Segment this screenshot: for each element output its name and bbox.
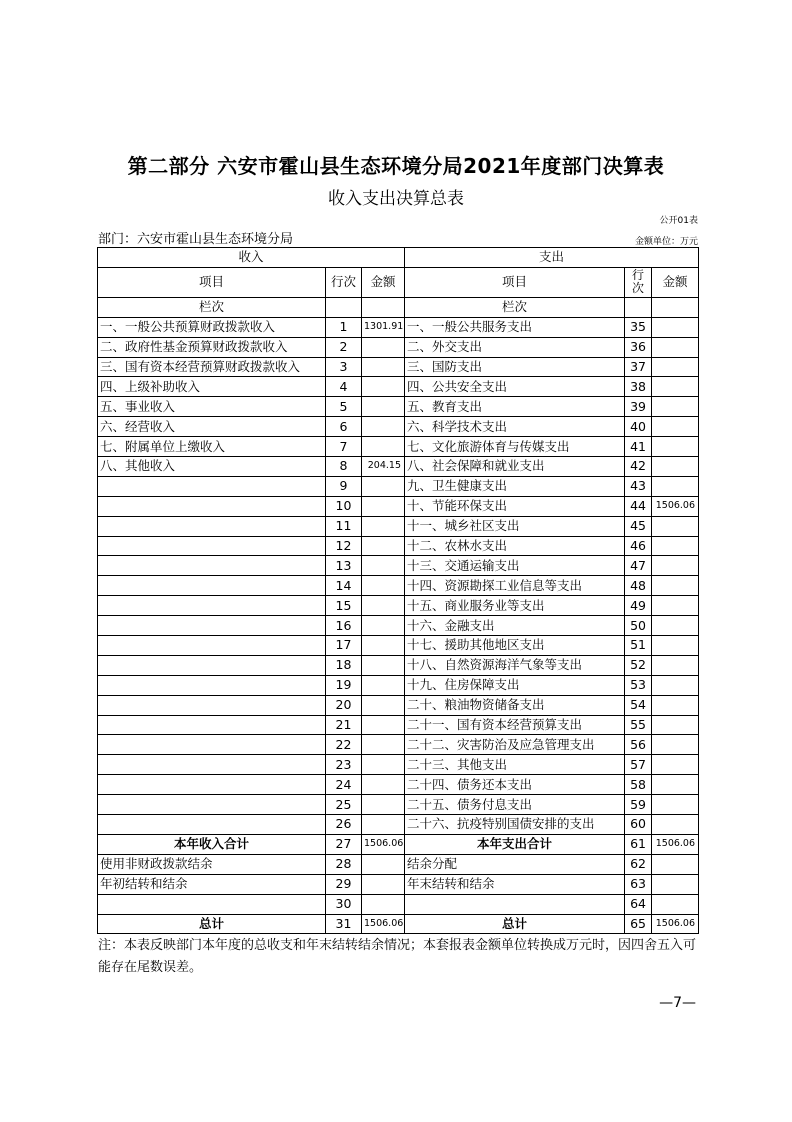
table-row xyxy=(98,476,699,496)
expense-item-cell: 十二、农林水支出 xyxy=(405,536,625,556)
income-amount-cell xyxy=(362,476,405,496)
expense-line-cell: 39 xyxy=(625,397,652,417)
expense-item-cell: 十五、商业服务业等支出 xyxy=(405,596,625,616)
income-amount-cell xyxy=(362,496,405,516)
expense-amount-cell: 1506.06 xyxy=(652,834,699,854)
expense-amount-cell xyxy=(652,735,699,755)
table-row xyxy=(98,616,699,636)
income-line-cell: 17 xyxy=(326,636,362,656)
expense-item-cell: 六、科学技术支出 xyxy=(405,417,625,437)
income-amount-cell xyxy=(362,357,405,377)
income-amount-cell: 204.15 xyxy=(362,457,405,477)
income-amount-cell xyxy=(362,397,405,417)
expense-line-cell: 65 xyxy=(625,914,652,934)
income-item-cell xyxy=(98,894,326,914)
expense-amount-cell xyxy=(652,616,699,636)
income-line-cell: 16 xyxy=(326,616,362,636)
expense-header: 支出 xyxy=(405,248,699,268)
table-row xyxy=(98,576,699,596)
income-amount-cell: 1506.06 xyxy=(362,834,405,854)
empty-cell xyxy=(362,297,405,317)
expense-line-cell: 62 xyxy=(625,854,652,874)
expense-amount-cell xyxy=(652,675,699,695)
table-row xyxy=(98,417,699,437)
empty-cell xyxy=(652,297,699,317)
income-item-cell xyxy=(98,476,326,496)
income-line-cell: 26 xyxy=(326,815,362,835)
income-amount-cell xyxy=(362,795,405,815)
department-label: 部门：六安市霍山县生态环境分局 xyxy=(98,232,294,247)
table-row xyxy=(98,596,699,616)
expense-amount-cell xyxy=(652,337,699,357)
expense-line-cell: 60 xyxy=(625,815,652,835)
income-amount-cell xyxy=(362,417,405,437)
expense-item-cell: 二十、粮油物资储备支出 xyxy=(405,695,625,715)
income-item-cell xyxy=(98,815,326,835)
expense-line-cell: 38 xyxy=(625,377,652,397)
income-line-cell: 29 xyxy=(326,874,362,894)
income-amount-cell xyxy=(362,576,405,596)
table-row xyxy=(98,775,699,795)
expense-line-cell: 43 xyxy=(625,476,652,496)
income-line-cell: 13 xyxy=(326,556,362,576)
expense-item-cell: 一、一般公共服务支出 xyxy=(405,317,625,337)
expense-amount-cell xyxy=(652,377,699,397)
expense-item-cell: 二十一、国有资本经营预算支出 xyxy=(405,715,625,735)
table-row xyxy=(98,357,699,377)
expense-column-index: 栏次 xyxy=(405,297,625,317)
income-amount-cell xyxy=(362,337,405,357)
income-line-cell: 23 xyxy=(326,755,362,775)
expense-line-cell: 48 xyxy=(625,576,652,596)
page-title: 第二部分 六安市霍山县生态环境分局2021年度部门决算表 xyxy=(127,154,665,178)
income-item-cell xyxy=(98,755,326,775)
income-amount-cell xyxy=(362,636,405,656)
table-row xyxy=(98,496,699,516)
table-row xyxy=(98,536,699,556)
income-line-cell: 19 xyxy=(326,675,362,695)
income-line-cell: 6 xyxy=(326,417,362,437)
income-line-cell: 12 xyxy=(326,536,362,556)
expense-item-cell: 三、国防支出 xyxy=(405,357,625,377)
expense-amount-cell xyxy=(652,516,699,536)
page-number: —7— xyxy=(659,995,696,1011)
income-amount-cell: 1506.06 xyxy=(362,914,405,934)
table-subtitle: 收入支出决算总表 xyxy=(328,189,464,209)
expense-line-cell: 54 xyxy=(625,695,652,715)
income-line-cell: 9 xyxy=(326,476,362,496)
income-item-cell: 六、经营收入 xyxy=(98,417,326,437)
expense-item-cell: 二、外交支出 xyxy=(405,337,625,357)
income-item-cell: 使用非财政拨款结余 xyxy=(98,854,326,874)
table-row xyxy=(98,317,699,337)
expense-line-cell: 44 xyxy=(625,496,652,516)
income-header: 收入 xyxy=(98,248,405,268)
table-row xyxy=(98,675,699,695)
income-amount-cell xyxy=(362,815,405,835)
income-line-cell: 8 xyxy=(326,457,362,477)
table-row xyxy=(98,815,699,835)
table-row xyxy=(98,795,699,815)
income-expense-table xyxy=(97,247,699,934)
expense-item-cell: 本年支出合计 xyxy=(405,834,625,854)
income-amount-cell xyxy=(362,516,405,536)
income-line-header: 行次 xyxy=(326,267,362,297)
income-amount-cell xyxy=(362,616,405,636)
income-column-index: 栏次 xyxy=(98,297,326,317)
expense-amount-cell xyxy=(652,775,699,795)
table-row xyxy=(98,437,699,457)
income-amount-cell xyxy=(362,874,405,894)
income-item-cell xyxy=(98,556,326,576)
expense-item-cell: 十四、资源勘探工业信息等支出 xyxy=(405,576,625,596)
income-line-cell: 4 xyxy=(326,377,362,397)
expense-item-cell: 十七、援助其他地区支出 xyxy=(405,636,625,656)
income-line-cell: 3 xyxy=(326,357,362,377)
income-item-cell xyxy=(98,735,326,755)
expense-amount-cell: 1506.06 xyxy=(652,914,699,934)
income-item-cell: 总计 xyxy=(98,914,326,934)
empty-cell xyxy=(326,297,362,317)
form-code: 公开01表 xyxy=(659,216,698,226)
expense-amount-cell xyxy=(652,795,699,815)
income-item-cell xyxy=(98,496,326,516)
table-row xyxy=(98,397,699,417)
income-line-cell: 10 xyxy=(326,496,362,516)
income-amount-cell xyxy=(362,695,405,715)
income-item-cell xyxy=(98,795,326,815)
expense-line-cell: 59 xyxy=(625,795,652,815)
income-item-cell xyxy=(98,675,326,695)
income-item-cell: 八、其他收入 xyxy=(98,457,326,477)
table-row xyxy=(98,377,699,397)
income-amount-cell xyxy=(362,596,405,616)
income-item-cell: 七、附属单位上缴收入 xyxy=(98,437,326,457)
income-line-cell: 20 xyxy=(326,695,362,715)
expense-line-cell: 35 xyxy=(625,317,652,337)
empty-cell xyxy=(625,297,652,317)
expense-item-cell: 九、卫生健康支出 xyxy=(405,476,625,496)
income-item-cell xyxy=(98,536,326,556)
table-row xyxy=(98,556,699,576)
table-row xyxy=(98,914,699,934)
expense-line-cell: 37 xyxy=(625,357,652,377)
expense-amount-cell xyxy=(652,715,699,735)
table-row xyxy=(98,834,699,854)
expense-line-cell: 36 xyxy=(625,337,652,357)
income-amount-cell xyxy=(362,775,405,795)
income-amount-cell xyxy=(362,735,405,755)
income-item-cell: 三、国有资本经营预算财政拨款收入 xyxy=(98,357,326,377)
income-amount-cell xyxy=(362,437,405,457)
expense-item-cell: 二十五、债务付息支出 xyxy=(405,795,625,815)
expense-item-cell: 二十四、债务还本支出 xyxy=(405,775,625,795)
income-line-cell: 1 xyxy=(326,317,362,337)
income-line-cell: 22 xyxy=(326,735,362,755)
income-amount-cell xyxy=(362,377,405,397)
income-line-cell: 25 xyxy=(326,795,362,815)
income-line-cell: 15 xyxy=(326,596,362,616)
expense-amount-cell xyxy=(652,596,699,616)
income-amount-cell xyxy=(362,894,405,914)
income-line-cell: 11 xyxy=(326,516,362,536)
income-item-header: 项目 xyxy=(98,267,326,297)
expense-item-cell: 十八、自然资源海洋气象等支出 xyxy=(405,655,625,675)
table-row xyxy=(98,854,699,874)
expense-amount-cell xyxy=(652,655,699,675)
income-amount-header: 金额 xyxy=(362,267,405,297)
expense-amount-cell xyxy=(652,874,699,894)
expense-amount-cell xyxy=(652,357,699,377)
table-row xyxy=(98,735,699,755)
income-item-cell: 五、事业收入 xyxy=(98,397,326,417)
expense-amount-cell xyxy=(652,576,699,596)
income-line-cell: 18 xyxy=(326,655,362,675)
expense-item-cell xyxy=(405,894,625,914)
expense-line-cell: 49 xyxy=(625,596,652,616)
income-line-cell: 27 xyxy=(326,834,362,854)
income-amount-cell xyxy=(362,536,405,556)
expense-item-cell: 七、文化旅游体育与传媒支出 xyxy=(405,437,625,457)
expense-line-cell: 56 xyxy=(625,735,652,755)
expense-amount-cell xyxy=(652,397,699,417)
expense-item-cell: 五、教育支出 xyxy=(405,397,625,417)
expense-line-cell: 57 xyxy=(625,755,652,775)
income-amount-cell xyxy=(362,715,405,735)
expense-line-cell: 41 xyxy=(625,437,652,457)
income-line-cell: 31 xyxy=(326,914,362,934)
expense-amount-cell xyxy=(652,556,699,576)
income-item-cell xyxy=(98,715,326,735)
income-item-cell: 二、政府性基金预算财政拨款收入 xyxy=(98,337,326,357)
income-item-cell xyxy=(98,616,326,636)
expense-item-cell: 二十三、其他支出 xyxy=(405,755,625,775)
expense-amount-cell xyxy=(652,417,699,437)
income-amount-cell xyxy=(362,854,405,874)
footnote: 注：本表反映部门本年度的总收支和年末结转结余情况；本套报表金额单位转换成万元时，因四舍五入可能存在尾数误差。 xyxy=(98,938,697,975)
expense-amount-cell xyxy=(652,536,699,556)
expense-amount-cell xyxy=(652,636,699,656)
income-item-cell: 一、一般公共预算财政拨款收入 xyxy=(98,317,326,337)
expense-line-cell: 63 xyxy=(625,874,652,894)
expense-item-cell: 八、社会保障和就业支出 xyxy=(405,457,625,477)
expense-line-cell: 53 xyxy=(625,675,652,695)
expense-line-cell: 45 xyxy=(625,516,652,536)
expense-line-cell: 55 xyxy=(625,715,652,735)
income-line-cell: 7 xyxy=(326,437,362,457)
expense-amount-cell xyxy=(652,695,699,715)
expense-line-header-text: 行 次 xyxy=(632,268,645,296)
income-item-cell: 四、上级补助收入 xyxy=(98,377,326,397)
income-amount-cell xyxy=(362,675,405,695)
expense-item-cell: 十、节能环保支出 xyxy=(405,496,625,516)
table-row xyxy=(98,695,699,715)
income-item-cell xyxy=(98,655,326,675)
expense-line-header xyxy=(625,267,652,297)
expense-amount-cell xyxy=(652,317,699,337)
expense-line-cell: 58 xyxy=(625,775,652,795)
expense-line-cell: 50 xyxy=(625,616,652,636)
income-item-cell xyxy=(98,596,326,616)
expense-amount-header: 金额 xyxy=(652,267,699,297)
table-row xyxy=(98,755,699,775)
income-line-cell: 30 xyxy=(326,894,362,914)
expense-item-cell: 结余分配 xyxy=(405,854,625,874)
income-item-cell xyxy=(98,576,326,596)
income-item-cell xyxy=(98,636,326,656)
expense-item-cell: 总计 xyxy=(405,914,625,934)
income-item-cell xyxy=(98,516,326,536)
income-amount-cell: 1301.91 xyxy=(362,317,405,337)
unit-label: 金额单位：万元 xyxy=(634,237,698,247)
table-row xyxy=(98,874,699,894)
expense-amount-cell xyxy=(652,894,699,914)
expense-item-cell: 十六、金融支出 xyxy=(405,616,625,636)
income-line-cell: 5 xyxy=(326,397,362,417)
income-item-cell xyxy=(98,695,326,715)
expense-line-cell: 61 xyxy=(625,834,652,854)
income-line-cell: 21 xyxy=(326,715,362,735)
table-row xyxy=(98,655,699,675)
expense-item-header: 项目 xyxy=(405,267,625,297)
expense-line-cell: 46 xyxy=(625,536,652,556)
expense-line-cell: 42 xyxy=(625,457,652,477)
expense-line-cell: 64 xyxy=(625,894,652,914)
table-row xyxy=(98,894,699,914)
expense-amount-cell xyxy=(652,476,699,496)
income-amount-cell xyxy=(362,556,405,576)
expense-amount-cell xyxy=(652,854,699,874)
income-amount-cell xyxy=(362,755,405,775)
expense-item-cell: 年末结转和结余 xyxy=(405,874,625,894)
income-item-cell: 年初结转和结余 xyxy=(98,874,326,894)
expense-item-cell: 二十二、灾害防治及应急管理支出 xyxy=(405,735,625,755)
table-row xyxy=(98,715,699,735)
income-line-cell: 2 xyxy=(326,337,362,357)
expense-line-cell: 40 xyxy=(625,417,652,437)
expense-item-cell: 四、公共安全支出 xyxy=(405,377,625,397)
table-row xyxy=(98,516,699,536)
expense-amount-cell: 1506.06 xyxy=(652,496,699,516)
income-line-cell: 24 xyxy=(326,775,362,795)
income-line-cell: 14 xyxy=(326,576,362,596)
expense-amount-cell xyxy=(652,755,699,775)
table-row xyxy=(98,636,699,656)
expense-item-cell: 十九、住房保障支出 xyxy=(405,675,625,695)
expense-amount-cell xyxy=(652,457,699,477)
income-item-cell xyxy=(98,775,326,795)
expense-amount-cell xyxy=(652,815,699,835)
expense-line-cell: 47 xyxy=(625,556,652,576)
expense-item-cell: 二十六、抗疫特别国债安排的支出 xyxy=(405,815,625,835)
income-amount-cell xyxy=(362,655,405,675)
table-row xyxy=(98,457,699,477)
income-line-cell: 28 xyxy=(326,854,362,874)
expense-amount-cell xyxy=(652,437,699,457)
expense-line-cell: 51 xyxy=(625,636,652,656)
expense-item-cell: 十三、交通运输支出 xyxy=(405,556,625,576)
table-row xyxy=(98,337,699,357)
income-item-cell: 本年收入合计 xyxy=(98,834,326,854)
expense-line-cell: 52 xyxy=(625,655,652,675)
expense-item-cell: 十一、城乡社区支出 xyxy=(405,516,625,536)
